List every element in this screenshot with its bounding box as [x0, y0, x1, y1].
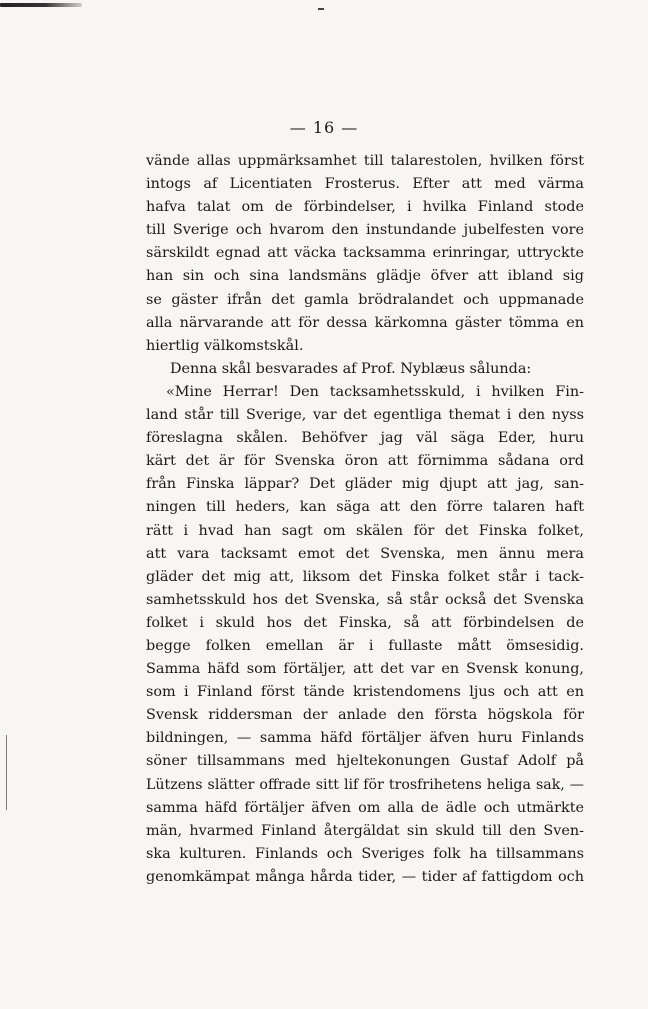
text-line: Samma häfd som förtäljer, att det var en Svensk konung,: [146, 661, 584, 678]
text-line: att vara tacksamt emot det Svenska, men ännu mera: [146, 545, 584, 562]
text-line: bildningen, — samma häfd förtäljer äfven huru Finlands: [146, 730, 584, 747]
text-line: ningen till heders, kan säga att den förre talaren haft: [146, 499, 584, 516]
text-line: se gäster ifrån det gamla brödralandet och uppmanade: [146, 291, 584, 308]
text-line: från Finska läppar? Det gläder mig djupt att jag, san-: [146, 476, 584, 493]
body-text: [146, 150, 584, 889]
text-line: hiertlig välkomstskål.: [146, 337, 304, 354]
text-line: kärt det är för Svenska öron att förnimma sådana ord: [146, 453, 584, 470]
text-line: Denna skål besvarades af Prof. Nyblæus sålunda:: [170, 360, 532, 377]
text-line: rätt i hvad han sagt om skälen för det Finska folket,: [146, 522, 584, 539]
text-line: samhetsskuld hos det Svenska, så står också det Svenska: [146, 591, 584, 608]
text-line: Svensk riddersman der anlade den första högskola för: [146, 707, 584, 724]
text-line: ska kulturen. Finlands och Sveriges folk ha tillsammans: [146, 845, 584, 862]
page-number: — 16 —: [289, 118, 359, 137]
text-line: genomkämpat många hårda tider, — tider af fattigdom och: [146, 868, 584, 885]
text-line: land står till Sverige, var det egentliga themat i den nyss: [146, 407, 584, 424]
text-line: föreslagna skålen. Behöfver jag väl säga Eder, huru: [146, 430, 584, 447]
text-line: män, hvarmed Finland återgäldat sin skuld till den Sven-: [146, 822, 584, 839]
text-line: intogs af Licentiaten Frosterus. Efter att med värma: [146, 176, 584, 193]
text-line: som i Finland först tände kristendomens ljus och att en: [146, 684, 584, 701]
text-line: gläder det mig att, liksom det Finska folket står i tack-: [146, 568, 584, 585]
text-line: han sin och sina landsmäns glädje öfver att ibland sig: [146, 268, 584, 285]
text-line: till Sverige och hvarom den instundande jubelfesten vore: [146, 222, 584, 239]
text-line: «Mine Herrar! Den tacksamhetsskuld, i hvilken Fin-: [166, 383, 584, 400]
text-line: söner tillsammans med hjeltekonungen Gustaf Adolf på: [146, 753, 584, 770]
scan-dot-mark: [318, 8, 324, 10]
scan-edge-mark: [0, 3, 82, 7]
text-line: hafva talat om de förbindelser, i hvilka Finland stode: [146, 199, 584, 216]
text-line: vände allas uppmärksamhet till talarestolen, hvilken först: [146, 153, 584, 169]
text-line: samma häfd förtäljer äfven om alla de ädle och utmärkte: [146, 799, 584, 816]
scan-left-edge: [6, 735, 7, 810]
text-line: alla närvarande att för dessa kärkomna gäster tömma en: [146, 314, 584, 331]
text-line: folket i skuld hos det Finska, så att förbindelsen de: [146, 614, 584, 631]
text-line: begge folken emellan är i fullaste mått ömsesidig.: [146, 637, 584, 654]
text-line: Lützens slätter offrade sitt lif för trosfrihetens heliga sak, —: [146, 776, 584, 793]
text-line: särskildt egnad att väcka tacksamma erinringar, uttryckte: [146, 245, 584, 262]
